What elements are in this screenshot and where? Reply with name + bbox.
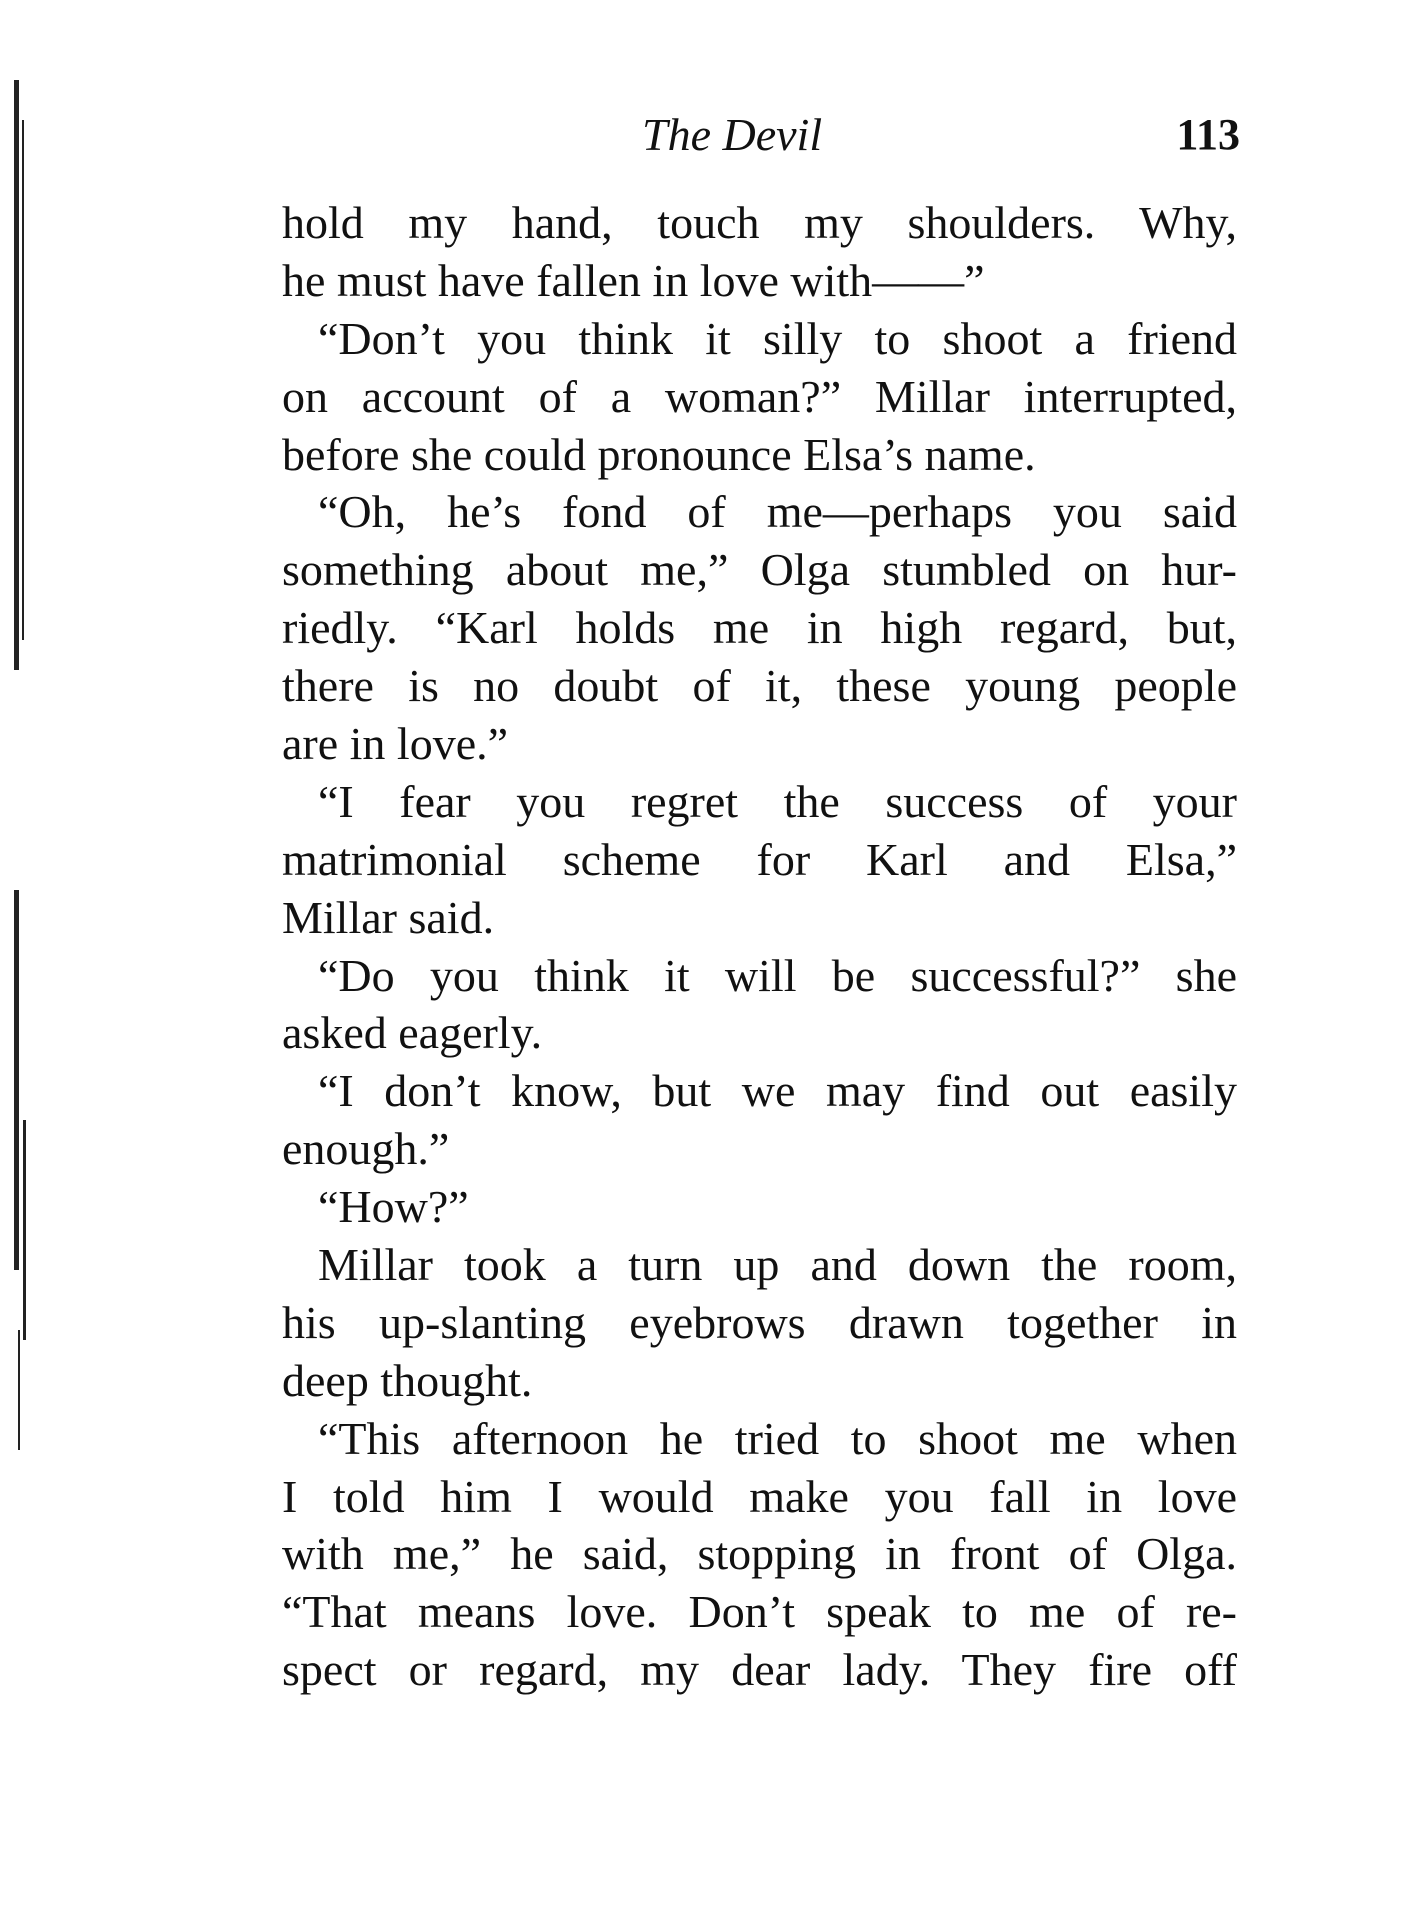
text-line: with me,” he said, stopping in front of Olga. (282, 1528, 1237, 1580)
text-line: Millar said. (282, 891, 495, 943)
page-number: 113 (1176, 110, 1240, 159)
text-line: are in love.” (282, 718, 509, 770)
text-line: he must have fallen in love with——” (282, 254, 985, 306)
text-line: “This afternoon he tried to shoot me when (318, 1412, 1237, 1464)
text-line: “I don’t know, but we may find out easily (318, 1065, 1237, 1117)
text-line: “Oh, he’s fond of me—perhaps you said (318, 486, 1237, 538)
text-line: before she could pronounce Elsa’s name. (282, 428, 1036, 480)
text-line: deep thought. (282, 1354, 533, 1406)
text-line: “Don’t you think it silly to shoot a friend (318, 312, 1237, 364)
text-line: “I fear you regret the success of your (318, 775, 1237, 827)
page-header (280, 100, 1240, 170)
text-line: there is no doubt of it, these young people (282, 660, 1237, 712)
text-line: something about me,” Olga stumbled on hur- (282, 544, 1237, 596)
text-line: Millar took a turn up and down the room, (318, 1239, 1237, 1291)
text-line: riedly. “Karl holds me in high regard, but, (282, 602, 1237, 654)
text-line: on account of a woman?” Millar interrupted, (282, 370, 1237, 422)
text-line: matrimonial scheme for Karl and Elsa,” (282, 833, 1237, 885)
text-line: hold my hand, touch my shoulders. Why, (282, 197, 1237, 248)
text-line: “That means love. Don’t speak to me of re- (282, 1586, 1237, 1638)
binding-edge-shadow (14, 80, 34, 1580)
text-line: asked eagerly. (282, 1007, 543, 1059)
running-title: The Devil (642, 109, 823, 160)
text-line: I told him I would make you fall in love (282, 1470, 1237, 1522)
text-line: his up-slanting eyebrows drawn together in (282, 1296, 1237, 1348)
text-line: spect or regard, my dear lady. They fire off (282, 1644, 1237, 1696)
text-line: “How?” (318, 1181, 469, 1233)
text-line: “Do you think it will be successful?” she (318, 949, 1237, 1001)
text-line: enough.” (282, 1123, 450, 1175)
body-text (282, 194, 1237, 1699)
